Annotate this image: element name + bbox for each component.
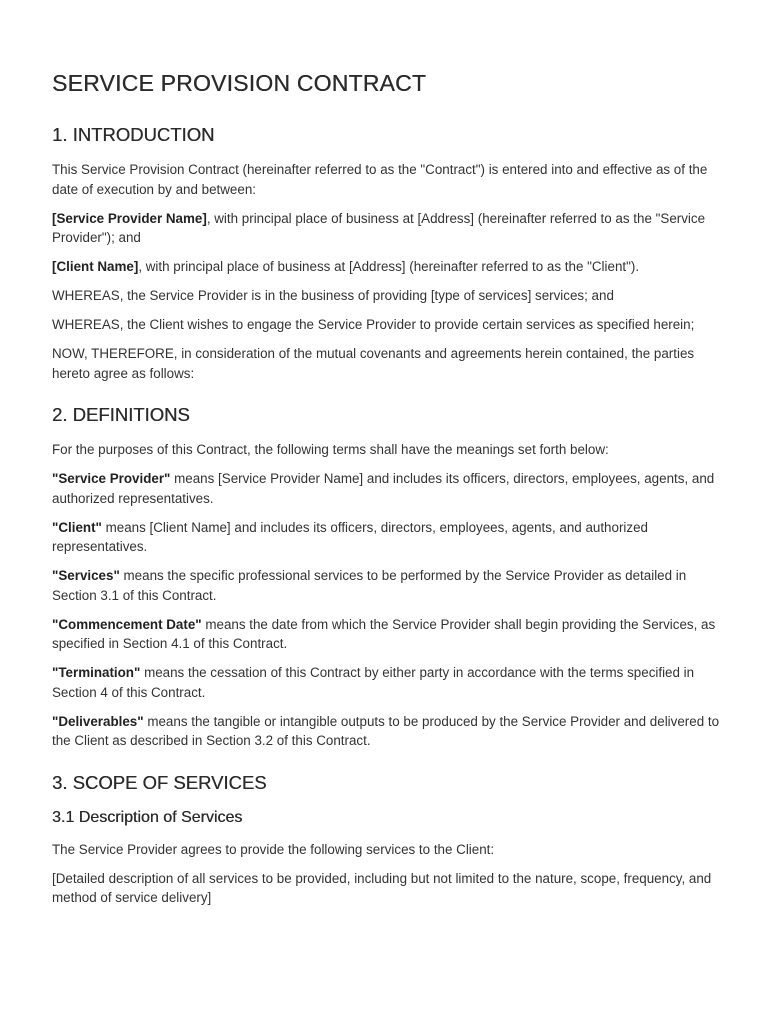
definition-item: "Service Provider" means [Service Provider Name] and includes its officers, directors, employees, agents, and authorized representatives. — [52, 471, 715, 506]
paragraph: [Service Provider Name], with principal place of business at [Address] (hereinafter referred to as the "Service Provider"); and — [52, 210, 706, 245]
definition-item: "Termination" means the cessation of this Contract by either party in accordance with the terms specified in Section 4 of this Contract. — [52, 665, 695, 700]
paragraph: For the purposes of this Contract, the following terms shall have the meanings set forth below: — [52, 442, 609, 457]
definition-item: "Services" means the specific professional services to be performed by the Service Provider as detailed in Section 3.1 of this Contract. — [52, 568, 687, 603]
paragraph: [Client Name], with principal place of business at [Address] (hereinafter referred to as the "Client"). — [52, 259, 640, 274]
section-introduction — [52, 124, 720, 383]
party-name: [Service Provider Name] — [52, 210, 207, 226]
section-heading: 2. DEFINITIONS — [52, 404, 190, 425]
definition-item: "Client" means [Client Name] and includes its officers, directors, employees, agents, and authorized representatives. — [52, 519, 648, 554]
section-heading: 3. SCOPE OF SERVICES — [52, 771, 267, 793]
section-heading: 1. INTRODUCTION — [52, 124, 215, 145]
paragraph: The Service Provider agrees to provide the following services to the Client: — [52, 841, 495, 857]
definition-term: "Deliverables" — [52, 713, 144, 729]
definition-item: "Commencement Date" means the date from which the Service Provider shall begin providing the Services, as specified in Section 4.1 of this Contract. — [52, 616, 716, 651]
paragraph: WHEREAS, the Client wishes to engage the Service Provider to provide certain services as specified herein; — [52, 317, 695, 332]
document-title: SERVICE PROVISION CONTRACT — [52, 70, 427, 96]
section-definitions — [52, 404, 720, 751]
paragraph: NOW, THEREFORE, in consideration of the mutual covenants and agreements herein contained, the parties hereto agree as follows: — [52, 346, 695, 381]
paragraph: [Detailed description of all services to be provided, including but not limited to the nature, scope, frequency, and method of service delivery] — [52, 870, 712, 905]
subsection-heading: 3.1 Description of Services — [52, 808, 243, 826]
paragraph: This Service Provision Contract (hereinafter referred to as the "Contract") is entered into and effective as of the date of execution by and between: — [52, 162, 708, 197]
definition-item: "Deliverables" means the tangible or intangible outputs to be produced by the Service Provider and delivered to the Client as described in Section 3.2 of this Contract. — [52, 713, 720, 748]
definition-term: "Services" — [52, 568, 120, 583]
definition-term: "Termination" — [52, 665, 141, 680]
paragraph: WHEREAS, the Service Provider is in the business of providing [type of services] services; and — [52, 288, 614, 303]
definition-term: "Service Provider" — [52, 471, 171, 486]
definition-term: "Commencement Date" — [52, 616, 202, 632]
party-name: [Client Name] — [52, 259, 139, 274]
document-body — [52, 124, 720, 917]
section-scope — [52, 772, 720, 908]
definition-term: "Client" — [52, 519, 102, 535]
